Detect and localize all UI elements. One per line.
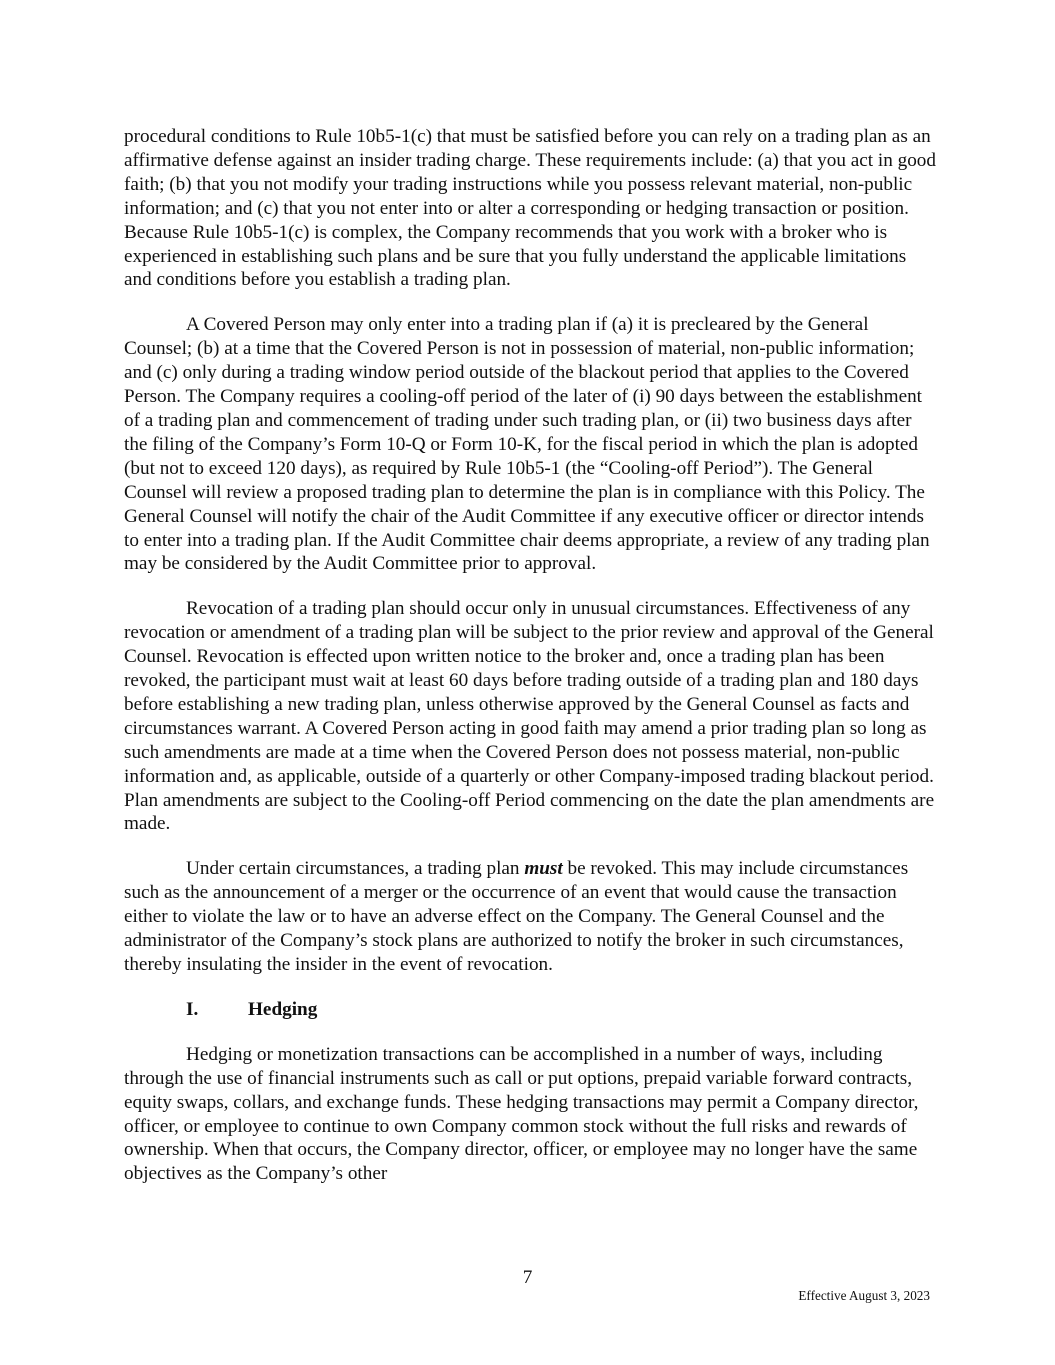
paragraph-text-after: be revoked. This may include circumstances such as the announcement of a merger or the occurrence of an event that would cause the transaction either to violate the law or to have an adverse effect on the Company. The General Counsel and the administrator of the Company’s stock plans are authorized to notify the broker in such circumstances, thereby insulating the insider in the event of revocation.	[124, 858, 909, 975]
paragraph-hedging: Hedging or monetization transactions can be accomplished in a number of ways, including through the use of financial instruments such as call or put options, prepaid variable forward contracts, equity swaps, collars, and exchange funds. These hedging transactions may permit a Company director, officer, or employee to continue to own Company common stock without the full risks and rewards of ownership. When that occurs, the Company director, officer, or employee may no longer have the same objectives as the Company’s other	[124, 1043, 919, 1185]
effective-date-note: Effective August 3, 2023	[798, 1288, 930, 1303]
paragraph-text-before: Under certain circumstances, a trading plan	[186, 858, 525, 880]
paragraph-revocation: Revocation of a trading plan should occur only in unusual circumstances. Effectiveness of any revocation or amendment of a trading plan will be subject to the prior review and approval of the General Counsel. Revocation is effected upon written notice to the broker and, once a trading plan has been revoked, the participant must wait at least 60 days before trading outside of a trading plan and 180 days before establishing a new trading plan, unless otherwise approved by the General Counsel as facts and circumstances warrant. A Covered Person acting in good faith may amend a prior trading plan so long as such amendments are made at a time when the Covered Person does not possess material, non-public information and, as applicable, outside of a quarterly or other Company-imposed trading blackout period. Plan amendments are subject to the Cooling-off Period commencing on the date the plan amendments are made.	[124, 598, 935, 835]
page-number: 7	[522, 1267, 533, 1288]
emphasis-must: must	[524, 858, 563, 880]
section-title: Hedging	[248, 998, 318, 1020]
paragraph-mandatory-revocation	[124, 857, 936, 977]
document-body	[124, 125, 936, 1207]
paragraph-covered-person-trading-plan: A Covered Person may only enter into a trading plan if (a) it is precleared by the General Counsel; (b) at a time that the Covered Person is not in possession of material, non-public information; and (c) only during a trading window period outside of the blackout period that applies to the Covered Person. The Company requires a cooling-off period of the later of (i) 90 days between the establishment of a trading plan and commencement of trading under such trading plan, or (ii) two business days after the filing of the Company’s Form 10-Q or Form 10-K, for the fiscal period in which the plan is adopted (but not to exceed 120 days), as required by Rule 10b5-1 (the “Cooling-off Period”). The General Counsel will review a proposed trading plan to determine the plan is in compliance with this Policy. The General Counsel will notify the chair of the Audit Committee if any executive officer or director intends to enter into a trading plan. If the Audit Committee chair deems appropriate, a review of any trading plan may be considered by the Audit Committee prior to approval.	[124, 314, 930, 575]
section-heading-hedging	[124, 998, 936, 1022]
paragraph-trading-plan-conditions: procedural conditions to Rule 10b5-1(c) that must be satisfied before you can rely on a trading plan as an affirmative defense against an insider trading charge. These requirements include: (a) that you act in good faith; (b) that you not modify your trading instructions while you possess relevant material, non-public information; and (c) that you not enter into or alter a corresponding or hedging transaction or position. Because Rule 10b5-1(c) is complex, the Company recommends that you work with a broker who is experienced in establishing such plans and be sure that you fully understand the applicable limitations and conditions before you establish a trading plan.	[124, 126, 936, 291]
section-number: I.	[186, 998, 199, 1020]
